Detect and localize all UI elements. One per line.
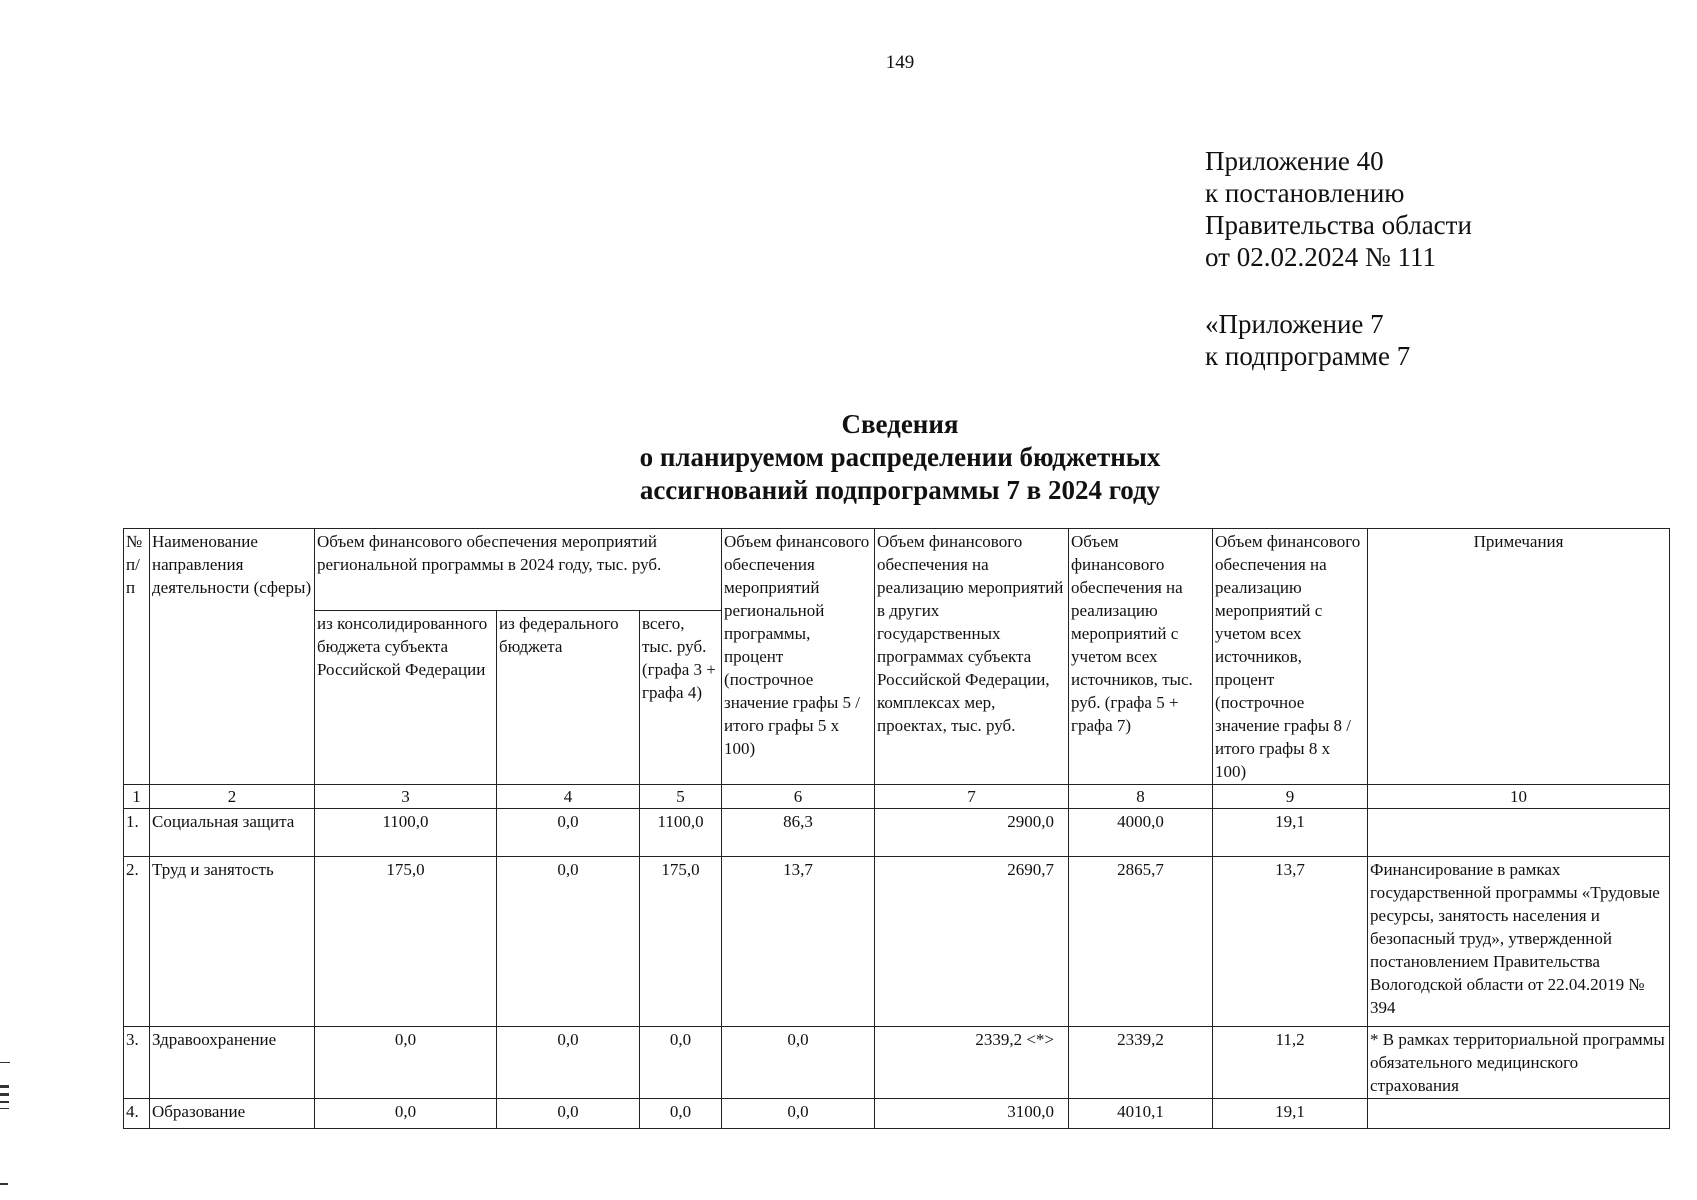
scan-mark (0, 1085, 9, 1088)
column-number: 7 (875, 785, 1069, 809)
cell-notes (1368, 809, 1670, 857)
column-number: 4 (497, 785, 640, 809)
column-number: 1 (124, 785, 150, 809)
row-num: 2. (124, 857, 150, 1027)
appendix-line: Правительства области (1205, 210, 1472, 240)
scan-mark (0, 1093, 9, 1096)
appendix-line: Приложение 40 (1205, 146, 1384, 176)
cell-percent: 13,7 (722, 857, 875, 1027)
header-col10: Примечания (1368, 529, 1670, 785)
column-number: 6 (722, 785, 875, 809)
inner-appendix-line: к подпрограмме 7 (1205, 341, 1411, 371)
row-name: Социальная защита (150, 809, 315, 857)
title-line: Сведения (841, 409, 959, 439)
cell-total: 175,0 (640, 857, 722, 1027)
header-total: всего, тыс. руб. (графа 3 + графа 4) (640, 610, 722, 784)
appendix-line: к постановлению (1205, 178, 1405, 208)
column-number: 8 (1069, 785, 1213, 809)
header-col6: Объем финансового обеспечения мероприятий региональной программы, процент (построчное значение графы 5 / итого графы 5 x 100) (722, 529, 875, 785)
column-number: 5 (640, 785, 722, 809)
appendix-line: от 02.02.2024 № 111 (1205, 242, 1436, 272)
header-col8: Объем финансового обеспечения на реализацию мероприятий с учетом всех источников, тыс. руб. (графа 5 + графа 7) (1069, 529, 1213, 785)
cell-all-sources-percent: 19,1 (1213, 809, 1368, 857)
cell-other-programs: 2900,0 (875, 809, 1069, 857)
header-group-regional: Объем финансового обеспечения мероприятий региональной программы в 2024 году, тыс. руб. (315, 529, 722, 611)
cell-other-programs: 2690,7 (875, 857, 1069, 1027)
row-name: Образование (150, 1099, 315, 1129)
cell-all-sources: 4010,1 (1069, 1099, 1213, 1129)
budget-table (123, 528, 1670, 1129)
column-number: 9 (1213, 785, 1368, 809)
cell-all-sources: 4000,0 (1069, 809, 1213, 857)
header-federal: из федерального бюджета (497, 610, 640, 784)
cell-total: 0,0 (640, 1099, 722, 1129)
row-name: Труд и занятость (150, 857, 315, 1027)
appendix-block (1205, 145, 1472, 273)
cell-all-sources-percent: 11,2 (1213, 1027, 1368, 1099)
header-num: № п/п (124, 529, 150, 785)
cell-percent: 86,3 (722, 809, 875, 857)
cell-consolidated: 0,0 (315, 1027, 497, 1099)
scan-mark (0, 1062, 10, 1063)
title-line: о планируемом распределении бюджетных (639, 442, 1161, 472)
cell-all-sources-percent: 19,1 (1213, 1099, 1368, 1129)
inner-appendix-line: «Приложение 7 (1205, 309, 1384, 339)
row-name: Здравоохранение (150, 1027, 315, 1099)
cell-federal: 0,0 (497, 1027, 640, 1099)
cell-total: 1100,0 (640, 809, 722, 857)
cell-federal: 0,0 (497, 1099, 640, 1129)
inner-appendix-block (1205, 308, 1410, 372)
cell-consolidated: 0,0 (315, 1099, 497, 1129)
header-col7: Объем финансового обеспечения на реализацию мероприятий в других государственных программах субъекта Российской Федерации, комплексах мер, проектах, тыс. руб. (875, 529, 1069, 785)
header-name: Наименование направления деятельности (сферы) (150, 529, 315, 785)
scan-mark (0, 1101, 9, 1103)
cell-consolidated: 1100,0 (315, 809, 497, 857)
page-number: 149 (885, 52, 915, 73)
table-row (124, 809, 1670, 857)
cell-percent: 0,0 (722, 1099, 875, 1129)
cell-notes (1368, 1099, 1670, 1129)
cell-other-programs: 3100,0 (875, 1099, 1069, 1129)
column-number: 10 (1368, 785, 1670, 809)
cell-federal: 0,0 (497, 857, 640, 1027)
cell-consolidated: 175,0 (315, 857, 497, 1027)
cell-total: 0,0 (640, 1027, 722, 1099)
row-num: 4. (124, 1099, 150, 1129)
scan-mark (0, 1183, 8, 1185)
cell-all-sources: 2865,7 (1069, 857, 1213, 1027)
document-title (560, 408, 1240, 507)
scan-mark (0, 1108, 9, 1109)
cell-all-sources-percent: 13,7 (1213, 857, 1368, 1027)
column-number: 3 (315, 785, 497, 809)
cell-all-sources: 2339,2 (1069, 1027, 1213, 1099)
header-col9: Объем финансового обеспечения на реализацию мероприятий с учетом всех источников, процент (построчное значение графы 8 / итого графы 8 x 100) (1213, 529, 1368, 785)
cell-percent: 0,0 (722, 1027, 875, 1099)
cell-notes: Финансирование в рамках государственной программы «Трудовые ресурсы, занятость населения и безопасный труд», утвержденной постановлением Правительства Вологодской области от 22.04.2019 № 394 (1368, 857, 1670, 1027)
cell-notes: * В рамках территориальной программы обязательного медицинского страхования (1368, 1027, 1670, 1099)
table-row (124, 1099, 1670, 1129)
header-consolidated: из консолидированного бюджета субъекта Российской Федерации (315, 610, 497, 784)
row-num: 1. (124, 809, 150, 857)
row-num: 3. (124, 1027, 150, 1099)
column-number: 2 (150, 785, 315, 809)
table-row (124, 857, 1670, 1027)
cell-federal: 0,0 (497, 809, 640, 857)
title-line: ассигнований подпрограммы 7 в 2024 году (639, 475, 1161, 505)
table-row (124, 1027, 1670, 1099)
cell-other-programs: 2339,2 <*> (875, 1027, 1069, 1099)
